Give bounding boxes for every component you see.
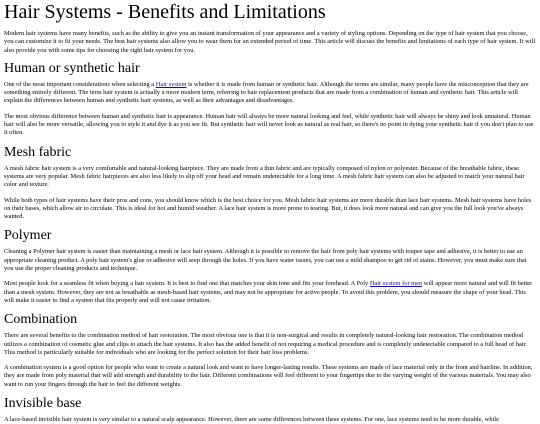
paragraph-text: One of the most important considerations when selecting a — [4, 80, 156, 88]
section-paragraph: While both types of hair systems have their pros and cons, you should know which is the best choice for you. Mesh fabric hair systems are more durable than lace hair systems. Mesh hair systems have holes on their bases, which allow air to circulate. This is ideal for hot and humid weather. A lace hair system is more prone to tearing. But, it does look more natural and can give you the full look you've always wanted. — [4, 196, 532, 221]
section-paragraph: A lace-based invisible hair system is very similar to a natural scalp appearance. However, there are some differences between these systems. For one, lace systems tend to be more durable, while — [4, 416, 499, 424]
page-title: Hair Systems - Benefits and Limitations — [4, 1, 326, 23]
section-mesh-fabric — [4, 145, 536, 222]
section-combination — [4, 312, 536, 389]
section-heading: Polymer — [4, 228, 52, 244]
paragraph-text: is whether it is made from human or synthetic hair. Although the terms are similar, many people have the misconception that they are something entirely different. The term hair system is actually a more modern term, referring to hair replacement products that are made from a combination of human and synthetic hair. This article will explain the differences between human and synthetic hair systems, as well as their advantages and disadvantages. — [4, 80, 529, 105]
paragraph-text: Most people look for a seamless fit when buying a hair system. It is best to find one that matches your skin tone and fits your forehead. A Poly — [4, 280, 370, 288]
section-invisible-base — [4, 396, 536, 424]
hair-system-link[interactable]: Hair system — [155, 80, 187, 88]
section-heading: Combination — [4, 312, 78, 328]
section-paragraph: A mesh fabric hair system is a very comfortable and natural-looking hairpiece. They are made from a thin fabric and are typically composed of nylon or polyester. Because of the breathable fabric, these systems are very popular. Mesh fabric hairpieces are also less likely to slip off your head and remain undetectable for a long time. A mesh fabric hair system can also be adjusted to match your natural hair color and texture. — [4, 164, 525, 189]
section-paragraph: Cleaning a Polymer hair system is easier than maintaining a mesh or lace hair system. Although it is possible to remove the hair from poly hair systems with toupee tape and adhesive, it is better to use an appropriate cleaning product. A poly hair system's glue or adhesive will seep through the holes. If you have water issues, you can use a mild shampoo to get rid of stains. However, you must make sure that you use the proper cleaning products and technique. — [4, 248, 527, 273]
intro-paragraph: Modern hair systems have many benefits, such as the ability to give you an instant transformation of your appearance and a variety of styling options. Depending on the type of hair system that you choose, you can customize it to fit your needs. The best hair systems also allow you to wear them for an extended period of time. This article will discuss the benefits and limitations of each type of hair system. It will also provide you with some tips for choosing the right hair system for you. — [4, 30, 536, 54]
section-polymer — [4, 228, 536, 305]
section-paragraph — [4, 81, 536, 106]
section-paragraph: The most obvious difference between human and synthetic hair is appearance. Human hair will always be more natural looking and feel, while synthetic hair will always be shiny and look unnatural. Human hair will also be more versatile, allowing you to style it and dye it as you see fit. But synthetic hair will never look as natural as real hair, so there's no point in dying your synthetic hair if you don't plan to use it often. — [4, 112, 534, 137]
section-paragraph: A combination system is a good option for people who want to create a natural look and want to have longer-lasting results. These systems are made of lace material only in the front and hairline. In addition, they are made from poly material that will add strength and durability to the hair. Different combinations will feel different to your fingertips due to the varying weight of the various materials. You may also want to run your fingers through the hair to feel the different weights. — [4, 364, 533, 388]
section-heading: Human or synthetic hair — [4, 60, 140, 76]
section-heading: Invisible base — [4, 396, 82, 412]
section-heading: Mesh fabric — [4, 144, 72, 160]
hair-system-for-men-link[interactable]: Hair system for men — [369, 280, 423, 288]
paragraph-text: will appear more natural and will fit better than a mesh system. However, they are not as breathable as mesh-based hair systems, and may not be appropriate for active people. To avoid this problem, you should measure the shape of your head. This will make it easier to find a system that fits properly and will not cause irritation. — [4, 280, 533, 304]
section-paragraph — [4, 280, 536, 305]
section-human-synthetic — [4, 61, 536, 138]
article — [0, 1, 540, 424]
section-paragraph: There are several benefits to the combination method of hair restoration. The most obvious one is that it is non-surgical and results in completely natural-looking hair restoration. The combination method utilizes a combination of cosmetic glue and clips to attach the hair systems. It also has the added benefit of not requiring a medical procedure and is completely undetectable compared to a full head of hair. This method is particularly suitable for individuals who are looking for the perfect solution for their hair loss problems. — [4, 332, 527, 356]
